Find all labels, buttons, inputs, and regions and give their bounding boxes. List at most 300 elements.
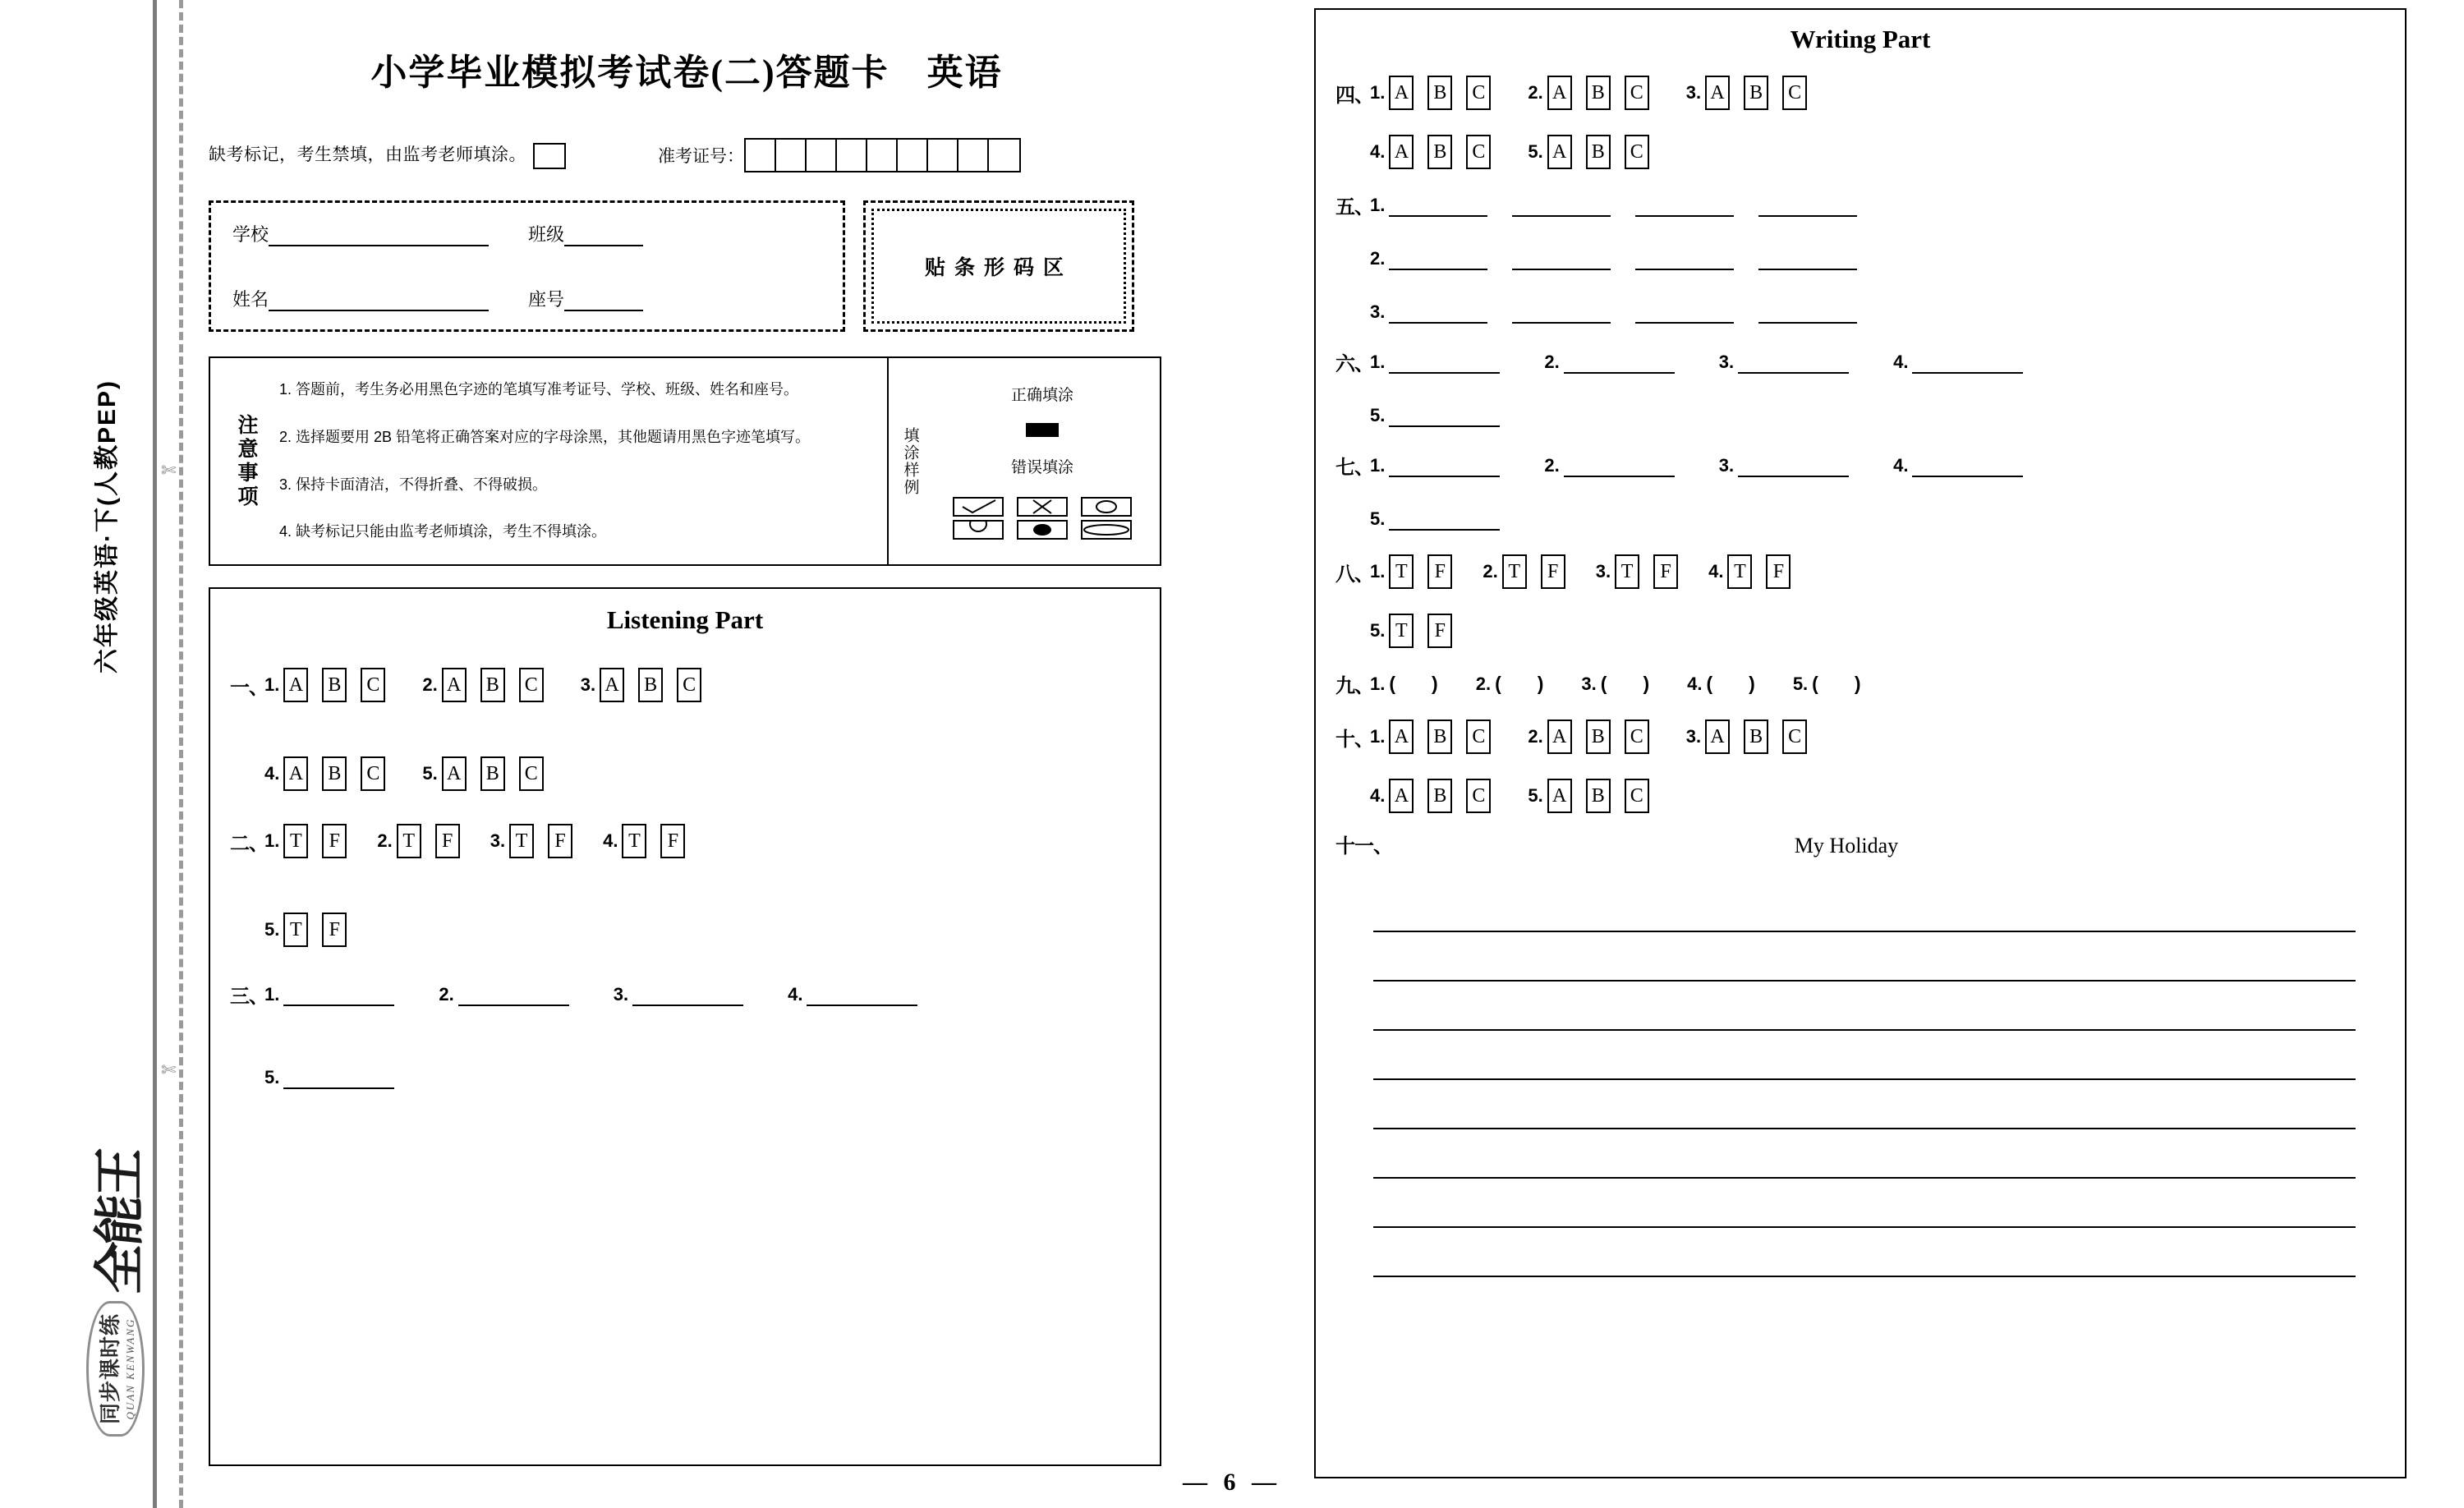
question-item xyxy=(1528,76,1662,110)
option-bubble-B[interactable]: B xyxy=(1427,720,1452,754)
admission-number-label: 准考证号： xyxy=(658,147,744,166)
question-number: 1. xyxy=(1370,726,1386,747)
admission-number-cells[interactable] xyxy=(744,138,1021,172)
option-bubble-F[interactable]: F xyxy=(1427,614,1452,648)
instruction-item: 3. 保持卡面清洁，不得折叠、不得破损。 xyxy=(279,476,548,493)
name-seat-line xyxy=(232,286,821,311)
question-number: 5. xyxy=(1370,620,1386,641)
class-field[interactable] xyxy=(528,221,643,246)
question-number: 5. xyxy=(422,763,438,784)
essay-section-label: 十一、 xyxy=(1335,836,1392,857)
student-info-row xyxy=(194,200,1179,332)
instruction-item: 4. 缺考标记只能由监考老师填涂，考生不得填涂。 xyxy=(279,523,607,540)
essay-line[interactable] xyxy=(1373,982,2356,1031)
question-number: 3. xyxy=(580,674,596,695)
question-row xyxy=(1335,451,2385,480)
option-bubble-C[interactable]: C xyxy=(519,668,544,702)
answer-parenthesis[interactable]: ( ) xyxy=(1706,673,1755,694)
question-item xyxy=(1528,779,1662,813)
fill-example-title: 填涂样例 xyxy=(901,426,919,496)
answer-parenthesis[interactable]: ( ) xyxy=(1495,673,1544,694)
instructions-title: 注意事项 xyxy=(235,413,258,509)
question-item xyxy=(422,756,557,791)
question-row xyxy=(230,668,1140,702)
question-row xyxy=(1335,347,2385,376)
answer-blank[interactable] xyxy=(1738,351,1849,374)
question-item xyxy=(1370,720,1505,754)
question-number: 4. xyxy=(603,830,618,851)
question-item xyxy=(377,824,473,858)
listening-part-panel xyxy=(209,587,1161,1466)
essay-line[interactable] xyxy=(1373,1179,2356,1228)
question-item xyxy=(1686,76,1821,110)
instruction-item: 2. 选择题要用 2B 铅笔将正确答案对应的字母涂黑，其他题请用黑色字迹笔填写。 xyxy=(279,428,811,445)
question-item xyxy=(439,983,568,1006)
option-bubble-C[interactable]: C xyxy=(677,668,701,702)
question-number: 4. xyxy=(264,763,280,784)
section-label: 四、 xyxy=(1335,84,1373,107)
question-row xyxy=(230,756,1140,791)
identification-row xyxy=(194,138,1179,172)
question-item xyxy=(1370,351,1500,374)
option-bubble-B[interactable]: B xyxy=(480,668,505,702)
barcode-area xyxy=(863,200,1134,332)
answer-blank[interactable] xyxy=(1389,351,1500,374)
question-row xyxy=(1335,669,2385,698)
option-bubble-B[interactable]: B xyxy=(638,668,663,702)
question-row xyxy=(230,913,1140,947)
option-bubble-F[interactable]: F xyxy=(1766,554,1791,589)
question-item xyxy=(1708,554,1804,589)
answer-parenthesis[interactable]: ( ) xyxy=(1389,673,1438,694)
option-bubble-A[interactable]: A xyxy=(283,756,308,791)
answer-blank[interactable] xyxy=(458,983,569,1006)
option-bubble-C[interactable]: C xyxy=(1782,76,1807,110)
question-number: 5. xyxy=(1370,404,1386,425)
question-row xyxy=(1335,76,2385,110)
option-bubble-F[interactable]: F xyxy=(1427,554,1452,589)
question-number: 1. xyxy=(1370,561,1386,582)
question-number: 5. xyxy=(1528,785,1543,806)
instructions-box xyxy=(209,356,1161,566)
school-label: 学校 xyxy=(232,224,269,245)
option-bubble-C[interactable]: C xyxy=(1466,135,1491,169)
writing-part-panel xyxy=(1314,8,2407,1478)
option-bubble-F[interactable]: F xyxy=(322,824,347,858)
question-item xyxy=(1370,454,1500,477)
question-item xyxy=(264,913,361,947)
option-bubble-T[interactable]: T xyxy=(1389,554,1414,589)
question-item xyxy=(1544,454,1674,477)
option-bubble-A[interactable]: A xyxy=(1389,720,1414,754)
half-circle-icon xyxy=(953,520,1004,540)
question-number: 1. xyxy=(1370,82,1386,103)
essay-line[interactable] xyxy=(1373,1228,2356,1277)
listening-sections xyxy=(230,668,1140,1092)
admission-cell[interactable] xyxy=(807,140,837,171)
question-number: 1. xyxy=(1370,194,1386,215)
option-bubble-A[interactable]: A xyxy=(1547,779,1572,813)
question-number: 3. xyxy=(1581,673,1597,694)
seat-label: 座号 xyxy=(528,289,565,310)
question-row xyxy=(1335,401,2385,430)
option-bubble-T[interactable]: T xyxy=(509,824,534,858)
essay-line[interactable] xyxy=(1373,1129,2356,1179)
question-row xyxy=(230,1063,1140,1092)
question-row xyxy=(1335,244,2385,273)
admission-cell[interactable] xyxy=(746,140,776,171)
option-bubble-F[interactable]: F xyxy=(660,824,685,858)
question-item xyxy=(1544,351,1674,374)
question-number: 5. xyxy=(264,919,280,940)
brand-series: 同步课时练 xyxy=(97,1313,122,1425)
option-bubble-C[interactable]: C xyxy=(1625,779,1649,813)
seat-input-rule[interactable] xyxy=(564,293,643,311)
option-bubble-F[interactable]: F xyxy=(548,824,572,858)
answer-blank[interactable] xyxy=(1635,194,1734,217)
correct-fill-label: 正确填涂 xyxy=(1010,387,1073,404)
essay-answer-lines[interactable] xyxy=(1335,883,2385,1277)
answer-blank[interactable] xyxy=(1758,301,1857,324)
section-label: 十、 xyxy=(1335,728,1373,751)
filled-dot-icon xyxy=(1017,520,1068,540)
question-item xyxy=(1476,673,1544,695)
option-bubble-A[interactable]: A xyxy=(1547,135,1572,169)
answer-blank[interactable] xyxy=(1912,351,2023,374)
answer-blank[interactable] xyxy=(1758,247,1857,270)
page-number: — 6 — xyxy=(1183,1469,1281,1496)
small-circle-icon xyxy=(1081,497,1132,517)
question-number: 2. xyxy=(1528,726,1543,747)
option-bubble-A[interactable]: A xyxy=(1547,720,1572,754)
question-number: 5. xyxy=(1792,673,1809,694)
option-bubble-A[interactable]: A xyxy=(1705,720,1730,754)
answer-blank[interactable] xyxy=(632,983,743,1006)
option-bubble-F[interactable]: F xyxy=(1653,554,1678,589)
question-item xyxy=(603,824,699,858)
question-number: 1. xyxy=(1370,351,1386,372)
question-number: 4. xyxy=(1893,454,1909,476)
barcode-label: 贴条形码区 xyxy=(871,209,1126,324)
left-column xyxy=(194,8,1179,1495)
question-number: 2. xyxy=(1544,351,1560,372)
question-item xyxy=(1370,614,1466,648)
school-input-rule[interactable] xyxy=(269,228,489,246)
essay-line[interactable] xyxy=(1373,1031,2356,1080)
filled-bar-icon xyxy=(1026,423,1059,437)
option-bubble-A[interactable]: A xyxy=(442,668,467,702)
option-bubble-F[interactable]: F xyxy=(322,913,347,947)
section-label: 七、 xyxy=(1335,457,1373,479)
question-item xyxy=(1893,454,2023,477)
question-row xyxy=(1335,554,2385,589)
question-item xyxy=(264,756,399,791)
school-field[interactable] xyxy=(232,221,489,246)
question-number: 3. xyxy=(490,830,506,851)
option-bubble-C[interactable]: C xyxy=(1625,76,1649,110)
option-bubble-A[interactable]: A xyxy=(283,668,308,702)
question-number: 2. xyxy=(439,983,454,1005)
option-bubble-A[interactable]: A xyxy=(600,668,624,702)
page-title: 小学毕业模拟考试卷(二)答题卡 英语 xyxy=(370,53,1003,93)
answer-parenthesis[interactable]: ( ) xyxy=(1812,673,1861,694)
answer-blank[interactable] xyxy=(1512,247,1611,270)
question-item xyxy=(788,983,917,1006)
question-row xyxy=(1335,504,2385,533)
check-mark-icon xyxy=(953,497,1004,517)
section-label: 五、 xyxy=(1335,196,1373,218)
question-number: 3. xyxy=(613,983,629,1005)
option-bubble-T[interactable]: T xyxy=(1389,614,1414,648)
question-item xyxy=(1370,301,1882,324)
answer-blank[interactable] xyxy=(1512,301,1611,324)
answer-blank[interactable] xyxy=(1758,194,1857,217)
admission-cell[interactable] xyxy=(776,140,807,171)
option-bubble-T[interactable]: T xyxy=(1727,554,1752,589)
question-number: 5. xyxy=(1528,141,1543,162)
answer-blank[interactable] xyxy=(1564,351,1675,374)
answer-blank[interactable] xyxy=(1912,454,2023,477)
fill-example-body xyxy=(925,358,1160,564)
answer-blank[interactable] xyxy=(1635,247,1734,270)
option-bubble-B[interactable]: B xyxy=(1427,135,1452,169)
answer-blank[interactable] xyxy=(1512,194,1611,217)
instructions-left xyxy=(210,358,889,564)
question-number: 2. xyxy=(1475,673,1492,694)
question-item xyxy=(264,1066,394,1089)
spine-subject-label: 六年级英语·下(人教PEP) xyxy=(94,379,121,674)
option-bubble-B[interactable]: B xyxy=(1427,76,1452,110)
option-bubble-T[interactable]: T xyxy=(397,824,421,858)
question-number: 1. xyxy=(1370,673,1386,694)
option-bubble-T[interactable]: T xyxy=(1502,554,1527,589)
essay-line[interactable] xyxy=(1373,1080,2356,1129)
scissors-icon: ✄ xyxy=(161,1060,177,1080)
question-number: 2. xyxy=(1544,454,1560,476)
option-bubble-T[interactable]: T xyxy=(283,913,308,947)
question-row xyxy=(1335,779,2385,813)
option-bubble-B[interactable]: B xyxy=(1586,135,1611,169)
question-number: 1. xyxy=(1370,454,1386,476)
option-bubble-B[interactable]: B xyxy=(1427,779,1452,813)
admission-cell[interactable] xyxy=(837,140,867,171)
absent-mark-text: 缺考标记，考生禁填，由监考老师填涂。 xyxy=(209,145,526,165)
question-item xyxy=(614,983,743,1006)
option-bubble-C[interactable]: C xyxy=(1466,76,1491,110)
answer-blank[interactable] xyxy=(807,983,917,1006)
class-label: 班级 xyxy=(528,224,565,245)
question-row xyxy=(1335,297,2385,326)
question-number: 3. xyxy=(1595,561,1611,582)
question-item xyxy=(581,668,715,702)
answer-blank[interactable] xyxy=(1389,404,1500,427)
option-bubble-A[interactable]: A xyxy=(1705,76,1730,110)
option-bubble-C[interactable]: C xyxy=(1625,135,1649,169)
answer-blank[interactable] xyxy=(1389,301,1487,324)
question-number: 3. xyxy=(1718,351,1735,372)
option-bubble-F[interactable]: F xyxy=(1541,554,1565,589)
answer-blank[interactable] xyxy=(1389,508,1500,531)
question-number: 3. xyxy=(1685,82,1702,103)
question-number: 5. xyxy=(264,1066,280,1087)
question-row xyxy=(1335,614,2385,648)
option-bubble-C[interactable]: C xyxy=(1782,720,1807,754)
question-item xyxy=(1686,720,1821,754)
question-number: 2. xyxy=(377,830,393,851)
option-bubble-C[interactable]: C xyxy=(361,668,385,702)
admission-number-field xyxy=(658,138,1021,172)
question-item xyxy=(1370,247,1882,270)
class-input-rule[interactable] xyxy=(564,228,643,246)
question-number: 4. xyxy=(1370,785,1386,806)
answer-blank[interactable] xyxy=(1389,454,1500,477)
absent-mark-checkbox[interactable] xyxy=(533,143,566,169)
brand-logo xyxy=(49,1147,181,1495)
absent-mark-note xyxy=(209,141,566,168)
essay-header xyxy=(1335,830,2385,858)
question-item xyxy=(1370,404,1500,427)
question-number: 2. xyxy=(1370,247,1386,269)
answer-blank[interactable] xyxy=(283,983,394,1006)
answer-blank[interactable] xyxy=(1635,301,1734,324)
option-bubble-B[interactable]: B xyxy=(322,668,347,702)
question-number: 3. xyxy=(1718,454,1735,476)
question-number: 1. xyxy=(264,674,280,695)
question-item xyxy=(1370,554,1466,589)
name-field[interactable] xyxy=(232,286,489,311)
instruction-item: 1. 答题前，考生务必用黑色字迹的笔填写准考证号、学校、班级、姓名和座号。 xyxy=(279,381,799,398)
scissors-icon: ✄ xyxy=(161,460,177,480)
admission-cell[interactable] xyxy=(867,140,898,171)
answer-blank[interactable] xyxy=(1389,194,1487,217)
question-number: 2. xyxy=(1483,561,1498,582)
question-item xyxy=(422,668,557,702)
student-info-box xyxy=(209,200,845,332)
question-item xyxy=(1719,351,1849,374)
question-item xyxy=(264,983,394,1006)
wrong-fill-examples xyxy=(953,497,1132,540)
admission-cell[interactable] xyxy=(898,140,928,171)
question-number: 4. xyxy=(1708,561,1724,582)
school-class-line xyxy=(232,221,821,246)
section-label: 二、 xyxy=(230,832,268,855)
option-bubble-B[interactable]: B xyxy=(1586,779,1611,813)
question-item xyxy=(1893,351,2023,374)
option-bubble-A[interactable]: A xyxy=(1389,779,1414,813)
question-number: 3. xyxy=(1370,301,1386,322)
question-item xyxy=(1370,135,1505,169)
question-item xyxy=(1370,76,1505,110)
question-number: 3. xyxy=(1685,726,1702,747)
brand-pinyin: QUAN KENWANG xyxy=(123,1317,136,1420)
question-row xyxy=(230,824,1140,858)
answer-blank[interactable] xyxy=(1389,247,1487,270)
brand-series-badge xyxy=(86,1301,145,1437)
option-bubble-B[interactable]: B xyxy=(1744,76,1768,110)
option-bubble-B[interactable]: B xyxy=(480,756,505,791)
question-item xyxy=(1687,673,1755,695)
name-label: 姓名 xyxy=(232,289,269,310)
question-row xyxy=(1335,191,2385,219)
question-row xyxy=(1335,720,2385,754)
question-number: 4. xyxy=(1687,673,1703,694)
option-bubble-C[interactable]: C xyxy=(1466,720,1491,754)
question-item xyxy=(1793,673,1861,695)
essay-line[interactable] xyxy=(1373,883,2356,932)
question-number: 2. xyxy=(422,674,438,695)
essay-title: My Holiday xyxy=(1794,834,1899,857)
question-item xyxy=(1370,508,1500,531)
instructions-list xyxy=(271,358,887,564)
wrong-fill-label: 错误填涂 xyxy=(1010,459,1073,476)
question-item xyxy=(490,824,586,858)
question-item xyxy=(1370,779,1505,813)
question-number: 5. xyxy=(1370,508,1386,529)
option-bubble-A[interactable]: A xyxy=(442,756,467,791)
question-item xyxy=(1528,720,1662,754)
option-bubble-B[interactable]: B xyxy=(1744,720,1768,754)
option-bubble-A[interactable]: A xyxy=(1389,135,1414,169)
section-label: 六、 xyxy=(1335,353,1373,375)
name-input-rule[interactable] xyxy=(269,293,489,311)
question-item xyxy=(1370,194,1882,217)
option-bubble-C[interactable]: C xyxy=(361,756,385,791)
option-bubble-T[interactable]: T xyxy=(283,824,308,858)
question-number: 2. xyxy=(1528,82,1543,103)
right-column xyxy=(1314,8,2415,1487)
admission-cell[interactable] xyxy=(928,140,958,171)
option-bubble-C[interactable]: C xyxy=(1466,779,1491,813)
section-label: 一、 xyxy=(230,676,268,699)
option-bubble-A[interactable]: A xyxy=(1547,76,1572,110)
option-bubble-T[interactable]: T xyxy=(622,824,646,858)
question-number: 4. xyxy=(1370,141,1386,162)
listening-part-title: Listening Part xyxy=(606,605,764,634)
essay-line[interactable] xyxy=(1373,932,2356,982)
question-item xyxy=(1483,554,1579,589)
option-bubble-C[interactable]: C xyxy=(1625,720,1649,754)
writing-sections xyxy=(1335,76,2385,813)
option-bubble-F[interactable]: F xyxy=(435,824,460,858)
question-number: 4. xyxy=(1893,351,1909,372)
answer-blank[interactable] xyxy=(283,1066,394,1089)
answer-blank[interactable] xyxy=(1564,454,1675,477)
question-number: 4. xyxy=(788,983,803,1005)
question-item xyxy=(1596,554,1692,589)
section-label: 八、 xyxy=(1335,563,1373,586)
question-number: 1. xyxy=(264,983,280,1005)
question-item xyxy=(1528,135,1662,169)
option-bubble-B[interactable]: B xyxy=(322,756,347,791)
admission-cell[interactable] xyxy=(989,140,1019,171)
seat-field[interactable] xyxy=(528,286,643,311)
question-row xyxy=(1335,135,2385,169)
option-bubble-C[interactable]: C xyxy=(519,756,544,791)
option-bubble-B[interactable]: B xyxy=(1586,720,1611,754)
fill-example-box xyxy=(889,358,1160,564)
answer-parenthesis[interactable]: ( ) xyxy=(1600,673,1650,694)
admission-cell[interactable] xyxy=(958,140,989,171)
option-bubble-B[interactable]: B xyxy=(1586,76,1611,110)
answer-blank[interactable] xyxy=(1738,454,1849,477)
option-bubble-A[interactable]: A xyxy=(1389,76,1414,110)
cross-mark-icon xyxy=(1017,497,1068,517)
section-label: 九、 xyxy=(1335,675,1373,697)
question-item xyxy=(264,824,361,858)
question-item xyxy=(1370,673,1438,695)
question-item xyxy=(1581,673,1649,695)
option-bubble-T[interactable]: T xyxy=(1615,554,1639,589)
